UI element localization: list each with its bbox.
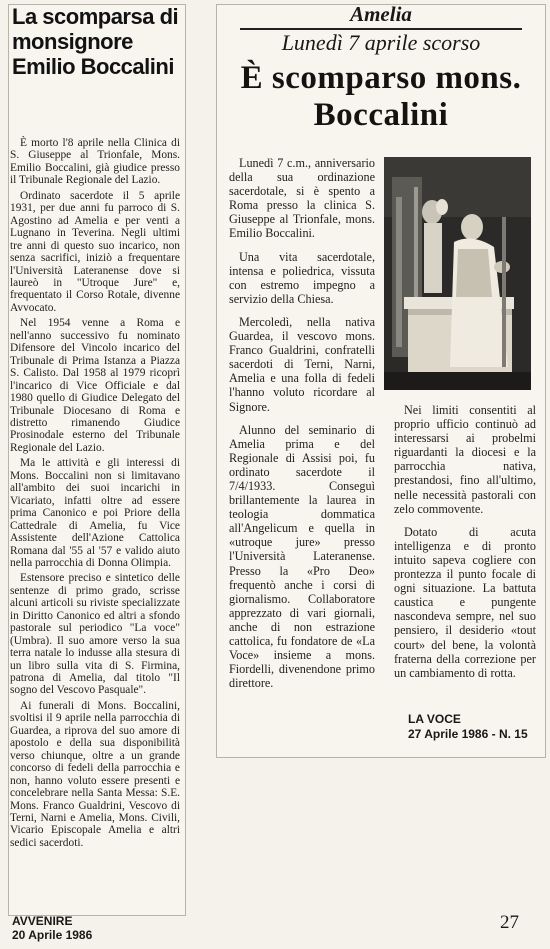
article-dateline: Lunedì 7 aprile scorso	[281, 30, 481, 55]
article-kicker: Amelia	[350, 2, 412, 26]
middle-paragraph: Alunno del seminario di Amelia prima e del Regionale di Assisi poi, fu ordinato sacerdote il 7/4/1933. Conseguì brillantemente la laurea in teologia dommatica all'Angelicum e quella in «utroque jure» presso l'Università Lateranense. Presso la «Pro Deo» frequentò anche i corsi di giornalismo. Collaboratore apprezzato di vari giornali, anche di non estrazione cattolica, fu fondatore de «La Voce» insieme a mons. Fiordelli, divenendone primo direttore.	[229, 422, 375, 691]
left-paragraph: Nel 1954 venne a Roma e nell'anno successivo fu nominato Difensore del Vincolo incarico del Tribunale di Prima Istanza a Piazza S. Calisto. Dal 1958 al 1979 ricoprì l'incarico di Vice Officiale e dal 1980 quello di Giudice Delegato del Tribunale Diocesano di Roma e distretto rimanendo Giudice Prosinodale esterno del Tribunale Regionale del Lazio.	[10, 317, 180, 454]
left-paragraph: Ai funerali di Mons. Boccalini, svoltisi il 9 aprile nella parrocchia di Guardea, a riprova del suo amore di apostolo e della sua disponibilità verso chiunque, oltre a un grande concorso di fedeli della parrocchia e non, hanno voluto essere presenti e concelebrare nella Santa Messa: S.E. Mons. Franco Gualdrini, Vescovo di Terni, Narni e Amelia, Mons. Civili, Vicario Episcopale Amelia e altri sedici sacerdoti.	[10, 699, 180, 849]
left-paragraph: È morto l'8 aprile nella Clinica di S. Giuseppe al Trionfale, Mons. Emilio Boccalini, già giudice presso il Tribunale Regionale del Lazio.	[10, 137, 180, 187]
middle-paragraph: Una vita sacerdotale, intensa e poliedrica, vissuta con estremo impegno a servizio della Chiesa.	[229, 249, 375, 306]
left-paragraph: Ma le attività e gli interessi di Mons. Boccalini non si limitavano all'ambito dei suoi incarichi in Vicariato, infatti oltre ad essere prima Canonico e poi Priore della Cattedrale di Amelia, fu Vice Assistente dell'Azione Cattolica Romana dal '55 al '57 e valido aiuto nella parrocchia di Donna Olimpia.	[10, 457, 180, 569]
priest-photo	[384, 157, 531, 390]
right-article-middle-column	[229, 156, 375, 690]
right-article-source-date: 27 Aprile 1986 - N. 15	[408, 727, 528, 741]
left-paragraph: Estensore preciso e sintetico delle sentenze di primo grado, scrisse alcuni articoli su riviste specializzate in Diritto Canonico ed altri a sfondo pastorale sul periodico "La voce" (Umbra). Il suo amore verso la sua terra natale lo indusse alla stesura di un libro sulla vita di S. Firmina, patrona di Amelia, dal titolo "Il sogno del Vescovo Pasquale".	[10, 572, 180, 697]
page-number: 27	[500, 912, 519, 933]
footer-date: 20 Aprile 1986	[12, 928, 93, 942]
right-article-right-column	[394, 403, 536, 680]
right-paragraph: Nei limiti consentiti al proprio ufficio continuò ad interessarsi ai probelmi riguardanti la diocesi e la parrocchia nativa, prestandosi, fino all'ultimo, nelle necessità pastorali con zelo commovente.	[394, 403, 536, 516]
middle-paragraph: Mercoledì, nella nativa Guardea, il vescovo mons. Franco Gualdrini, confratelli sacerdoti di Terni, Narni, Amelia e una folla di fedeli l'hanno voluto ricordare al Signore.	[229, 314, 375, 414]
right-article-headline: È scomparso mons. Boccalini	[240, 60, 522, 133]
right-article-source: LA VOCE	[408, 712, 461, 726]
left-article-body	[10, 137, 180, 849]
left-article-headline: La scomparsa di monsignore Emilio Boccalini	[12, 4, 179, 79]
middle-paragraph: Lunedì 7 c.m., anniversario della sua ordinazione sacerdotale, si è spento a Roma presso la clinica S. Giuseppe al Trionfale, mons. Emilio Boccalini.	[229, 156, 375, 241]
footer-source: AVVENIRE	[12, 914, 73, 928]
left-paragraph: Ordinato sacerdote il 5 aprile 1931, per due anni fu parroco di S. Agostino ad Amelia e per venti a Lugnano in Teverina. Negli ultimi tre anni di questo suo incarico, non senza sacrifici, iniziò a frequentare l'Università Lateranense dove si laureò in "Utroque Jure" e, frequentato il Corso Rotale, divenne Avvocato.	[10, 189, 180, 314]
right-paragraph: Dotato di acuta intelligenza e di pronto intuito sapeva cogliere con prontezza il punto focale di ogni situazione. La battuta caustica e pungente nascondeva sempre, nel suo pensiero, il desiderio «tout court» del bene, la volontà fraterna della correzione per un cambiamento di rotta.	[394, 524, 536, 680]
